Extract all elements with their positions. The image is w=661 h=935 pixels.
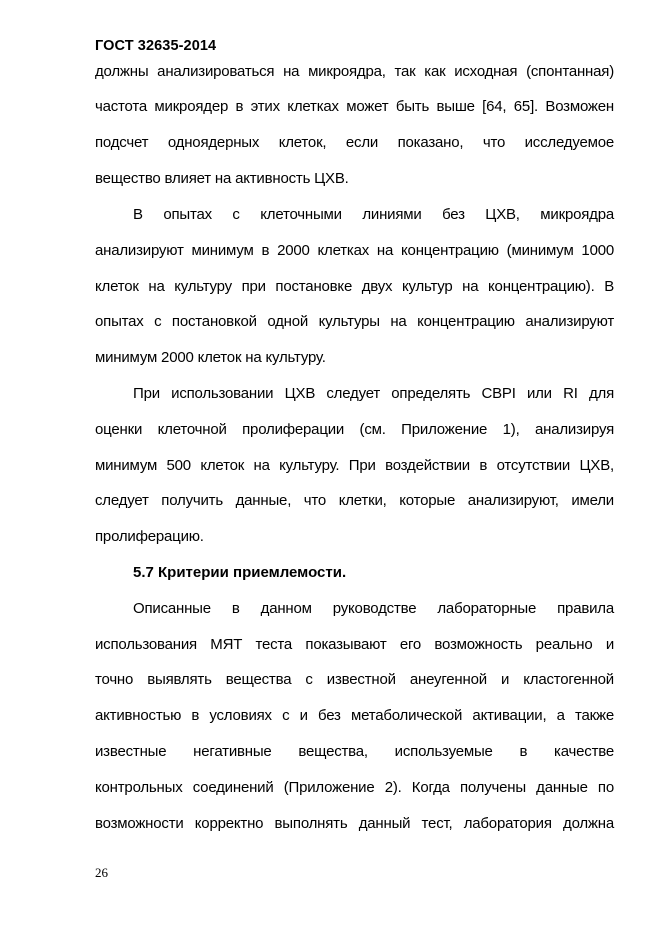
text-line: известные негативные вещества, используемые в качестве <box>95 743 614 760</box>
text-line: пролиферацию. <box>95 528 204 545</box>
text-line: клеток на культуру при постановке двух культур на концентрацию). В <box>95 278 614 295</box>
page-number: 26 <box>95 865 108 880</box>
text-line: активностью в условиях с и без метаболической активации, а также <box>95 707 614 724</box>
text-line: контрольных соединений (Приложение 2). Когда получены данные по <box>95 779 614 796</box>
text-line: минимум 500 клеток на культуру. При воздействии в отсутствии ЦХВ, <box>95 457 614 474</box>
text-line: вещество влияет на активность ЦХВ. <box>95 170 349 187</box>
text-line: точно выявлять вещества с известной анеугенной и кластогенной <box>95 671 614 688</box>
text-line: минимум 2000 клеток на культуру. <box>95 349 326 366</box>
text-line: должны анализироваться на микроядра, так как исходная (спонтанная) <box>95 63 614 80</box>
text-line: При использовании ЦХВ следует определять CBPI или RI для <box>133 385 614 402</box>
text-line: следует получить данные, что клетки, которые анализируют, имели <box>95 492 614 509</box>
text-line: анализируют минимум в 2000 клетках на концентрацию (минимум 1000 <box>95 242 614 259</box>
text-line: В опытах с клеточными линиями без ЦХВ, микроядра <box>133 206 614 223</box>
text-line: использования МЯТ теста показывают его возможность реально и <box>95 636 614 653</box>
text-line: опытах с постановкой одной культуры на концентрацию анализируют <box>95 313 614 330</box>
text-line: оценки клеточной пролиферации (см. Приложение 1), анализируя <box>95 421 614 438</box>
text-line: частота микроядер в этих клетках может быть выше [64, 65]. Возможен <box>95 98 614 115</box>
document-header: ГОСТ 32635-2014 <box>95 38 217 54</box>
text-line: Описанные в данном руководстве лабораторные правила <box>133 600 614 617</box>
section-heading: 5.7 Критерии приемлемости. <box>133 564 347 581</box>
text-line: подсчет одноядерных клеток, если показано, что исследуемое <box>95 134 614 151</box>
text-line: возможности корректно выполнять данный тест, лаборатория должна <box>95 815 614 832</box>
